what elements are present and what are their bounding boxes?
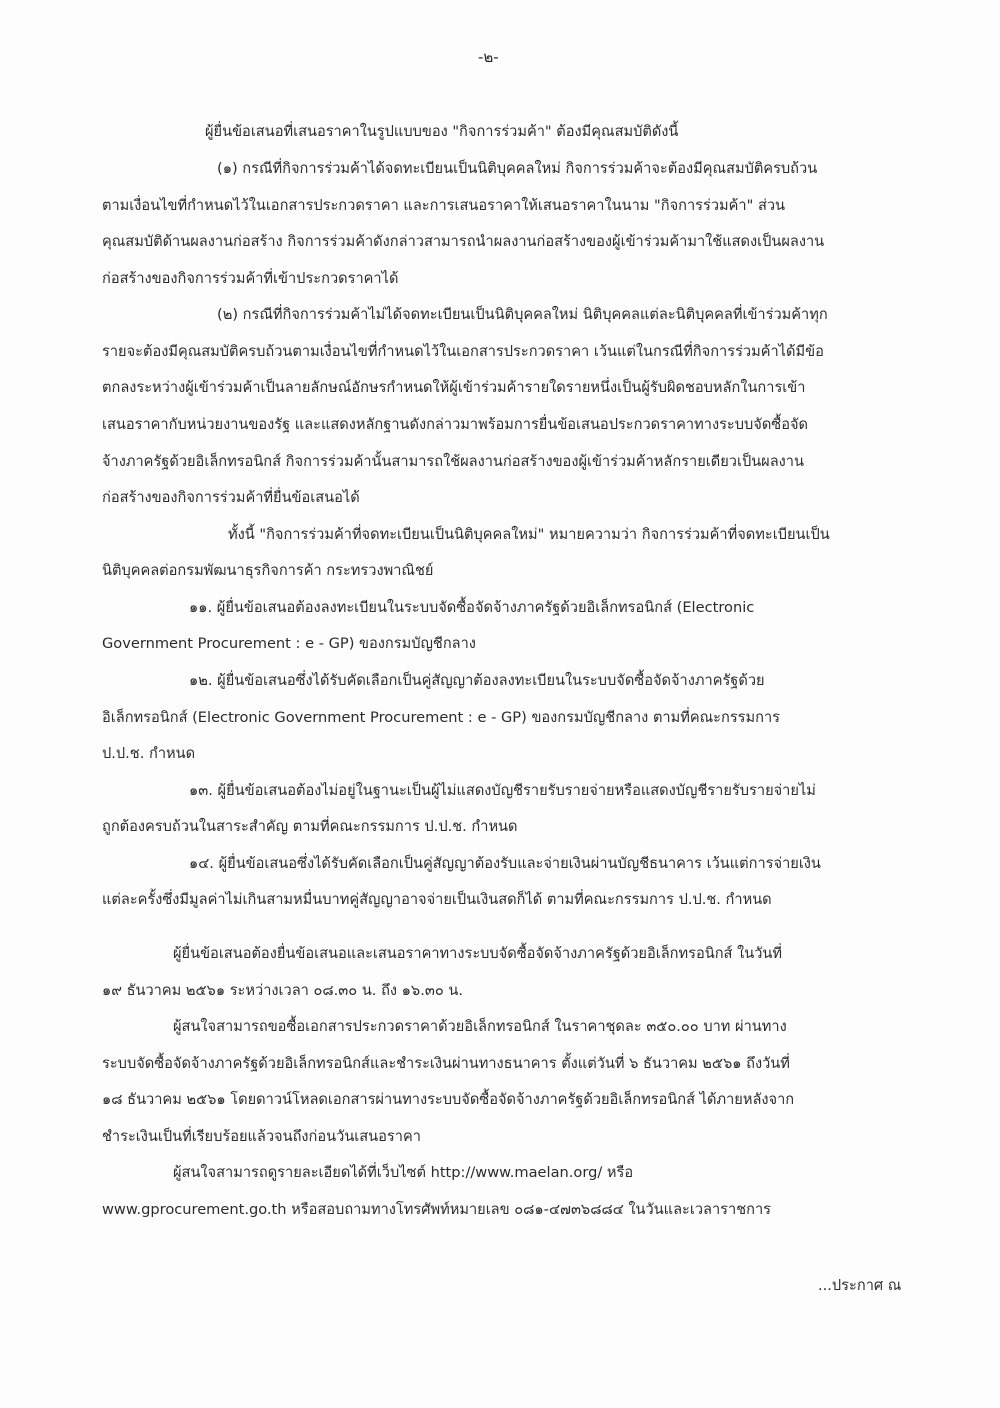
intro-joint-venture-qualifications: ผู้ยื่นข้อเสนอที่เสนอราคาในรูปแบบของ "กิจการร่วมค้า" ต้องมีคุณสมบัติดังนี้: [205, 123, 679, 140]
paragraph-line: ป.ป.ช. กำหนด: [102, 745, 196, 762]
paragraph-line: คุณสมบัติด้านผลงานก่อสร้าง กิจการร่วมค้าดังกล่าวสามารถนำผลงานก่อสร้างของผู้เข้าร่วมค้ามาใช้แสดงเป็นผลงาน: [102, 233, 825, 250]
clause-12: ๑๒. ผู้ยื่นข้อเสนอซึ่งได้รับคัดเลือกเป็นคู่สัญญาต้องลงทะเบียนในระบบจัดซื้อจัดจ้างภาครัฐด้วย: [189, 672, 765, 689]
paragraph-line: (๑) กรณีที่กิจการร่วมค้าได้จดทะเบียนเป็นนิติบุคคลใหม่ กิจการร่วมค้าจะต้องมีคุณสมบัติครบถ้วน: [217, 160, 818, 177]
paragraph-line: ๑๙ ธันวาคม ๒๕๖๑ ระหว่างเวลา ๐๘.๓๐ น. ถึง ๑๖.๓๐ น.: [102, 982, 463, 999]
paragraph-line: จ้างภาครัฐด้วยอิเล็กทรอนิกส์ กิจการร่วมค้านั้นสามารถใช้ผลงานก่อสร้างของผู้เข้าร่วมค้าหลักรายเดียวเป็นผลงาน: [102, 453, 804, 470]
paragraph-line: เสนอราคากับหน่วยงานของรัฐ และแสดงหลักฐานดังกล่าวมาพร้อมการยื่นข้อเสนอประกวดราคาทางระบบจัดซื้อจัด: [102, 416, 809, 433]
paragraph-line: ๑๘ ธันวาคม ๒๕๖๑ โดยดาวน์โหลดเอกสารผ่านทางระบบจัดซื้อจัดจ้างภาครัฐด้วยอิเล็กทรอนิกส์ ได้ภายหลังจาก: [102, 1091, 795, 1108]
paragraph-line: (๒) กรณีที่กิจการร่วมค้าไม่ได้จดทะเบียนเป็นนิติบุคคลใหม่ นิติบุคคลแต่ละนิติบุคคลที่เข้าร่วมค้าทุก: [217, 306, 828, 323]
paragraph-line: ถูกต้องครบถ้วนในสาระสำคัญ ตามที่คณะกรรมการ ป.ป.ช. กำหนด: [102, 818, 518, 835]
paragraph-line: www.gprocurement.go.th หรือสอบถามทางโทรศัพท์หมายเลข ๐๘๑-๔๗๓๖๘๘๔ ในวันและเวลาราชการ: [102, 1201, 771, 1218]
paragraph-line: ทั้งนี้ "กิจการร่วมค้าที่จดทะเบียนเป็นนิติบุคคลใหม่" หมายความว่า กิจการร่วมค้าที่จดทะเบียนเป็น: [228, 526, 830, 543]
submission-date-paragraph: ผู้ยื่นข้อเสนอต้องยื่นข้อเสนอและเสนอราคาทางระบบจัดซื้อจัดจ้างภาครัฐด้วยอิเล็กทรอนิกส์ ในวันที่: [173, 945, 782, 962]
paragraph-line: ระบบจัดซื้อจัดจ้างภาครัฐด้วยอิเล็กทรอนิกส์และชำระเงินผ่านทางธนาคาร ตั้งแต่วันที่ ๖ ธันวาคม ๒๕๖๑ ถึงวันที่: [102, 1055, 790, 1072]
paragraph-line: ก่อสร้างของกิจการร่วมค้าที่ยื่นข้อเสนอได้: [102, 489, 360, 506]
paragraph-line: รายจะต้องมีคุณสมบัติครบถ้วนตามเงื่อนไขที่กำหนดไว้ในเอกสารประกวดราคา เว้นแต่ในกรณีที่กิจการร่วมค้าได้มีข้อ: [102, 343, 824, 360]
paragraph-line: Government Procurement : e - GP) ของกรมบัญชีกลาง: [102, 635, 476, 652]
page-number: -๒-: [478, 48, 499, 66]
clause-14: ๑๔. ผู้ยื่นข้อเสนอซึ่งได้รับคัดเลือกเป็นคู่สัญญาต้องรับและจ่ายเงินผ่านบัญชีธนาคาร เว้นแต่การจ่ายเงิน: [189, 855, 821, 872]
paragraph-line: ก่อสร้างของกิจการร่วมค้าที่เข้าประกวดราคาได้: [102, 270, 399, 287]
clause-11: ๑๑. ผู้ยื่นข้อเสนอต้องลงทะเบียนในระบบจัดซื้อจัดจ้างภาครัฐด้วยอิเล็กทรอนิกส์ (Electronic: [189, 599, 755, 616]
clause-13: ๑๓. ผู้ยื่นข้อเสนอต้องไม่อยู่ในฐานะเป็นผู้ไม่แสดงบัญชีรายรับรายจ่ายหรือแสดงบัญชีรายรับรายจ่ายไม่: [189, 782, 816, 799]
paragraph-line: ตกลงระหว่างผู้เข้าร่วมค้าเป็นลายลักษณ์อักษรกำหนดให้ผู้เข้าร่วมค้ารายใดรายหนึ่งเป็นผู้รับผิดชอบหลักในการเข้า: [102, 379, 806, 396]
contact-paragraph: ผู้สนใจสามารถดูรายละเอียดได้ที่เว็บไซต์ http://www.maelan.org/ หรือ: [173, 1164, 634, 1181]
continuation-marker: ...ประกาศ ณ: [818, 1277, 902, 1294]
paragraph-line: อิเล็กทรอนิกส์ (Electronic Government Procurement : e - GP) ของกรมบัญชีกลาง ตามที่คณะกรรมการ: [102, 709, 780, 726]
paragraph-line: ชำระเงินเป็นที่เรียบร้อยแล้วจนถึงก่อนวันเสนอราคา: [102, 1128, 421, 1145]
paragraph-line: แต่ละครั้งซึ่งมีมูลค่าไม่เกินสามหมื่นบาทคู่สัญญาอาจจ่ายเป็นเงินสดก็ได้ ตามที่คณะกรรมการ ป.ป.ช. กำหนด: [102, 891, 772, 908]
paragraph-line: ตามเงื่อนไขที่กำหนดไว้ในเอกสารประกวดราคา และการเสนอราคาให้เสนอราคาในนาม "กิจการร่วมค้า" ส่วน: [102, 197, 786, 214]
purchase-documents-paragraph: ผู้สนใจสามารถขอซื้อเอกสารประกวดราคาด้วยอิเล็กทรอนิกส์ ในราคาชุดละ ๓๕๐.๐๐ บาท ผ่านทาง: [173, 1018, 787, 1035]
paragraph-line: นิติบุคคลต่อกรมพัฒนาธุรกิจการค้า กระทรวงพาณิชย์: [102, 562, 434, 579]
